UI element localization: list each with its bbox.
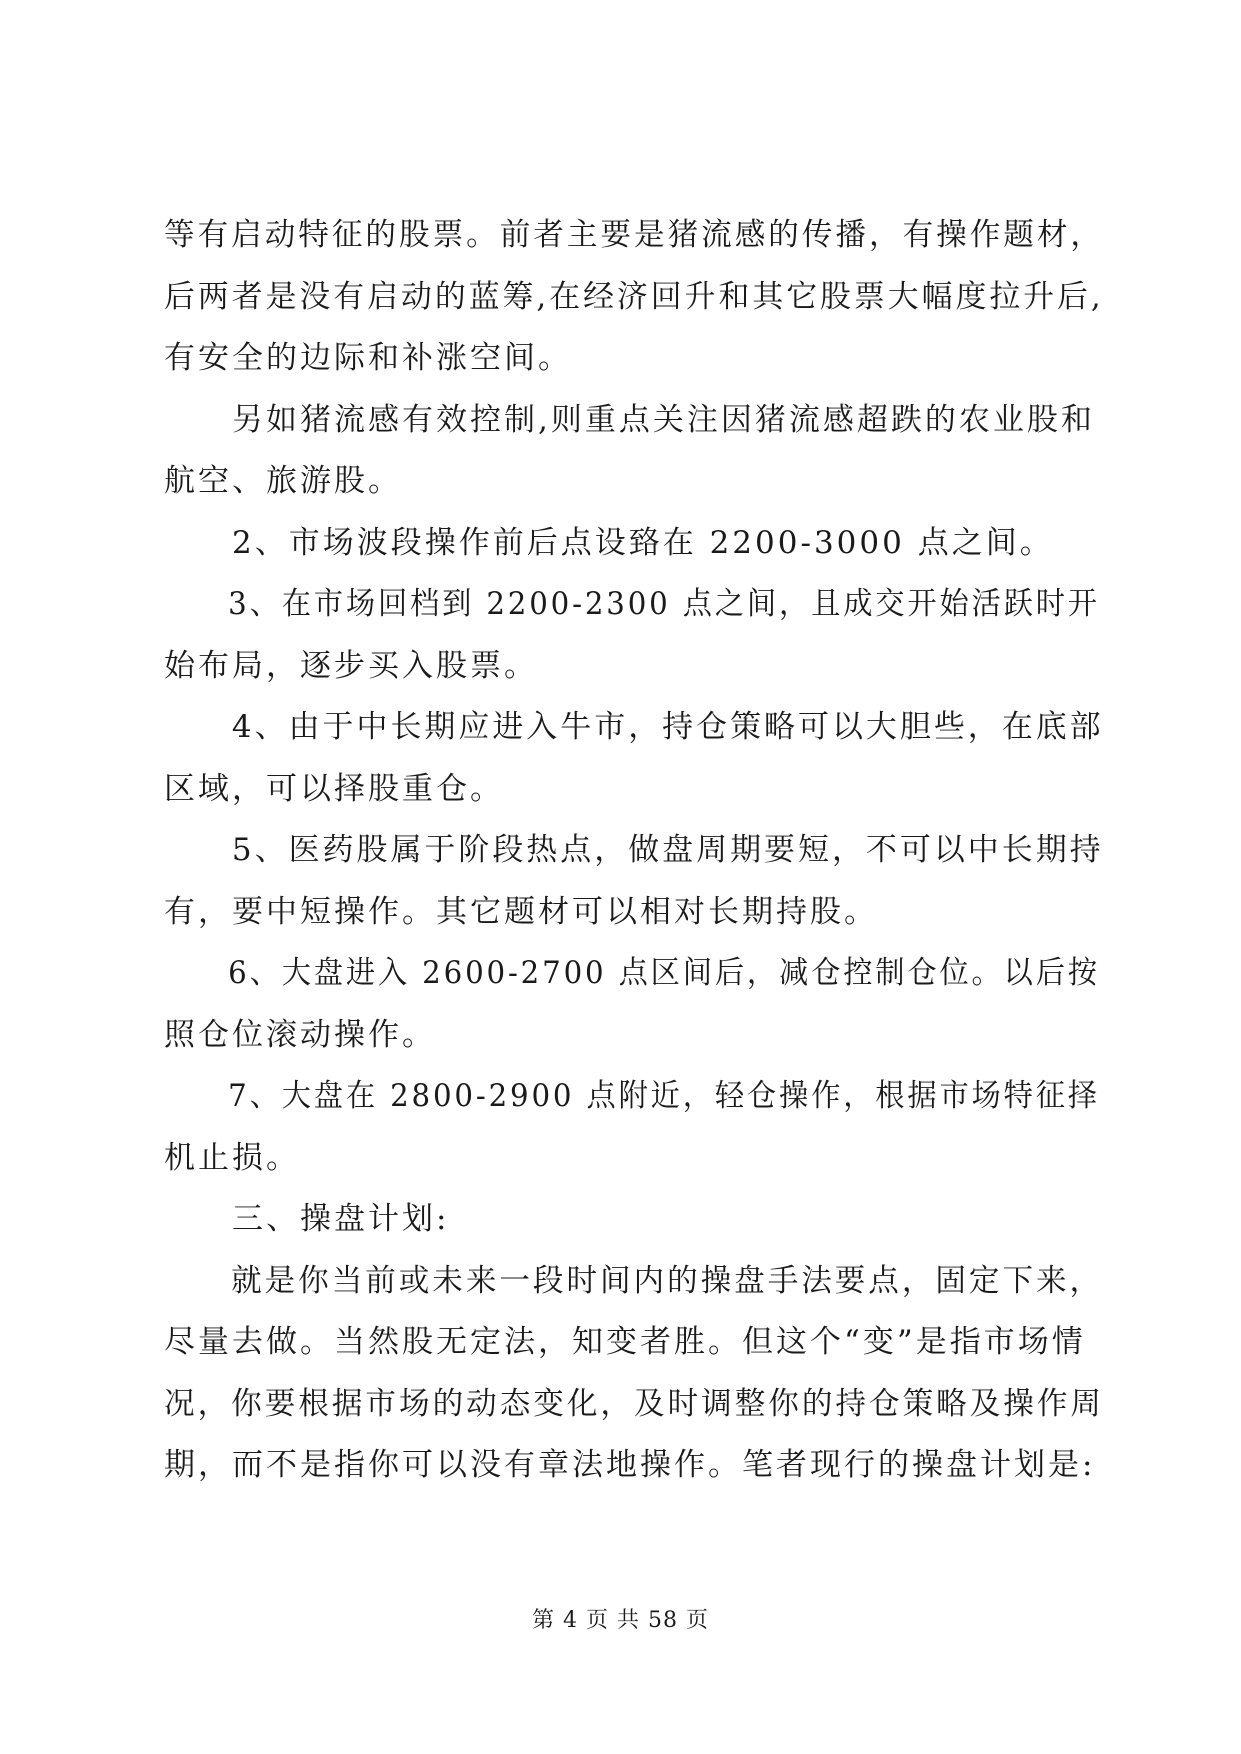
text-line: 另如猪流感有效控制,则重点关注因猪流感超跌的农业股和: [232, 401, 1095, 438]
text-line: 等有启动特征的股票。前者主要是猪流感的传播，有操作题材，: [164, 217, 1104, 253]
text-line: 6、大盘进入 2600-2700 点区间后，减仓控制仓位。以后按: [228, 955, 1100, 991]
text-line: 航空、旅游股。: [164, 463, 402, 499]
text-line: 2、市场波段操作前后点设臵在 2200-3000 点之间。: [232, 524, 1054, 561]
text-line: 期，而不是指你可以没有章法地操作。笔者现行的操盘计划是:: [164, 1447, 1096, 1483]
text-line: 有，要中短操作。其它题材可以相对长期持股。: [164, 893, 878, 930]
text-line: 况，你要根据市场的动态变化，及时调整你的持仓策略及操作周: [164, 1385, 1104, 1422]
document-body: [164, 205, 1104, 1497]
text-line: 就是你当前或未来一段时间内的操盘手法要点，固定下来，: [231, 1262, 1104, 1299]
text-line: 后两者是没有启动的蓝筹,在经济回升和其它股票大幅度拉升后,: [164, 278, 1104, 315]
text-line: 机止损。: [164, 1139, 300, 1176]
text-line: 5、医药股属于阶段热点，做盘周期要短，不可以中长期持: [231, 832, 1104, 868]
text-line: 有安全的边际和补涨空间。: [164, 340, 572, 376]
text-line: 照仓位滚动操作。: [164, 1016, 436, 1053]
text-line: 区域，可以择股重仓。: [164, 770, 504, 807]
text-line: 始布局，逐步买入股票。: [164, 647, 538, 684]
text-line: 尽量去做。当然股无定法，知变者胜。但这个“变”是指市场情: [164, 1324, 1086, 1360]
text-line: 3、在市场回档到 2200-2300 点之间，且成交开始活跃时开: [228, 586, 1100, 622]
text-line: 7、大盘在 2800-2900 点附近，轻仓操作，根据市场特征择: [228, 1078, 1100, 1114]
text-line: 4、由于中长期应进入牛市，持仓策略可以大胆些，在底部: [231, 709, 1104, 745]
page-footer: 第 4 页 共 58 页: [532, 1608, 709, 1633]
text-line: 三、操盘计划:: [232, 1201, 450, 1237]
